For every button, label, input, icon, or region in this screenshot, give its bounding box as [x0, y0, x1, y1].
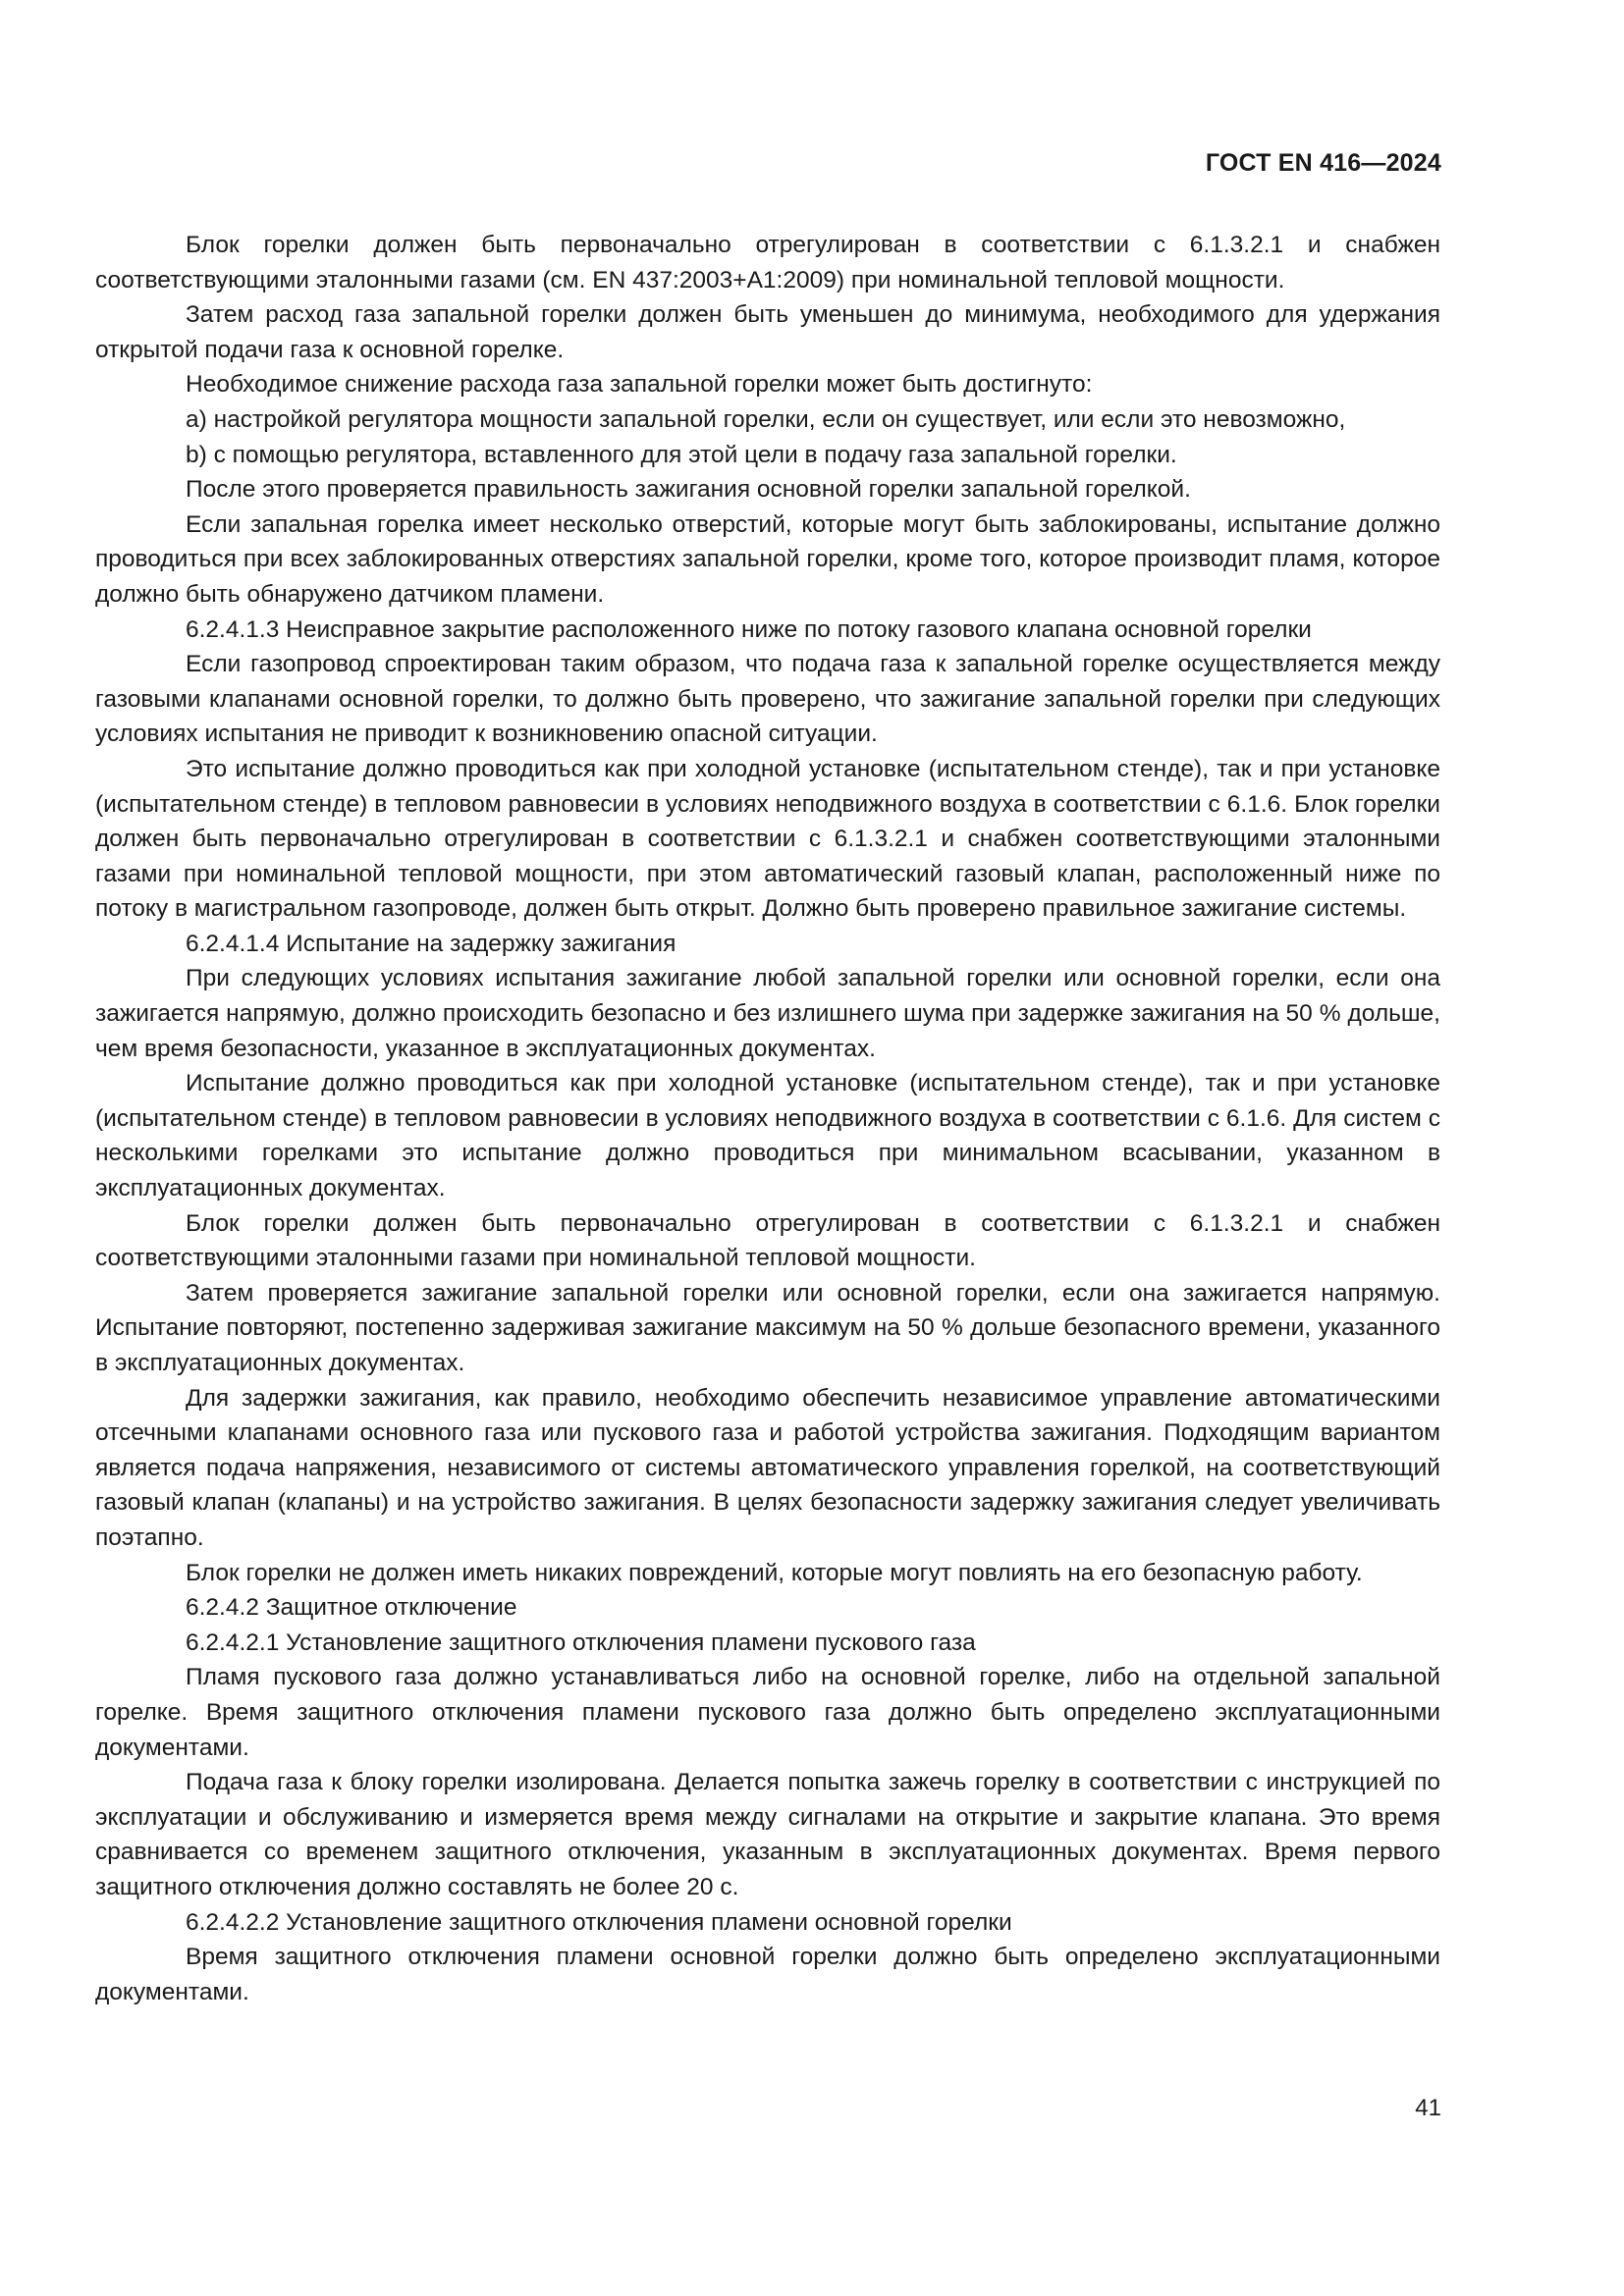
list-item-b: b) с помощью регулятора, вставленного для этой цели в подачу газа запальной горелки. — [186, 441, 1177, 468]
section-heading: 6.2.4.2 Защитное отключение — [186, 1594, 517, 1622]
paragraph: При следующих условиях испытания зажигание любой запальной горелки или основной горелки, если она зажигается напрямую, должно происходить безопасно и без излишнего шума при задержке зажигания на 50 % дольше, чем время безопасности, указанное в эксплуатационных документах. — [95, 965, 1440, 1062]
paragraph: Время защитного отключения пламени основной горелки должно быть определено эксплуатационными документами. — [95, 1944, 1440, 2005]
paragraph: Затем расход газа запальной горелки должен быть уменьшен до минимума, необходимого для удержания открытой подачи газа к основной горелке. — [95, 301, 1440, 363]
page-number: 41 — [1415, 2095, 1441, 2121]
paragraph: Испытание должно проводиться как при холодной установке (испытательном стенде), так и при установке (испытательном стенде) в тепловом равновесии в условиях неподвижного воздуха в соответствии с 6.1.6. Для систем с несколькими горелками это испытание должно проводиться при минимальном всасывании, указанном в эксплуатационных документах. — [95, 1070, 1440, 1202]
paragraph: Подача газа к блоку горелки изолирована. Делается попытка зажечь горелку в соответствии с инструкцией по эксплуатации и обслуживанию и измеряется время между сигналами на открытие и закрытие клапана. Это время сравнивается со временем защитного отключения, указанным в эксплуатационных документах. Время первого защитного отключения должно составлять не более 20 с. — [95, 1769, 1440, 1900]
paragraph: Если запальная горелка имеет несколько отверстий, которые могут быть заблокированы, испытание должно проводиться при всех заблокированных отверстиях запальной горелки, кроме того, которое производит пламя, которое должно быть обнаружено датчиком пламени. — [95, 510, 1440, 608]
section-heading: 6.2.4.1.4 Испытание на задержку зажигания — [186, 930, 677, 957]
section-heading: 6.2.4.2.1 Установление защитного отключения пламени пускового газа — [186, 1629, 976, 1656]
paragraph: Для задержки зажигания, как правило, необходимо обеспечить независимое управление автоматическими отсечными клапанами основного газа или пускового газа и работой устройства зажигания. Подходящим вариантом является подача напряжения, независимого от системы автоматического управления горелкой, на соответствующий газовый клапан (клапаны) и на устройство зажигания. В целях безопасности задержку зажигания следует увеличивать поэтапно. — [95, 1384, 1440, 1551]
paragraph: Пламя пускового газа должно устанавливаться либо на основной горелке, либо на отдельной запальной горелке. Время защитного отключения пламени пускового газа должно быть определено эксплуатационными документами. — [95, 1664, 1440, 1761]
paragraph: Это испытание должно проводиться как при холодной установке (испытательном стенде), так и при установке (испытательном стенде) в тепловом равновесии в условиях неподвижного воздуха в соответствии с 6.1.6. Блок горелки должен быть первоначально отрегулирован в соответствии с 6.1.3.2.1 и снабжен соответствующими эталонными газами при номинальной тепловой мощности, при этом автоматический газовый клапан, расположенный ниже по потоку в магистральном газопроводе, должен быть открыт. Должно быть проверено правильное зажигание системы. — [95, 755, 1440, 923]
standard-id: ГОСТ EN 416—2024 — [1205, 149, 1441, 177]
list-item-a: а) настройкой регулятора мощности запальной горелки, если он существует, или если это невозможно, — [186, 405, 1346, 433]
paragraph: Необходимое снижение расхода газа запальной горелки может быть достигнуто: — [186, 371, 1093, 399]
paragraph: После этого проверяется правильность зажигания основной горелки запальной горелкой. — [186, 476, 1191, 504]
paragraph: Блок горелки должен быть первоначально отрегулирован в соответствии с 6.1.3.2.1 и снабжен соответствующими эталонными газами (см. EN 437:2003+A1:2009) при номинальной тепловой мощности. — [95, 232, 1440, 294]
paragraph: Если газопровод спроектирован таким образом, что подача газа к запальной горелке осуществляется между газовыми клапанами основной горелки, то должно быть проверено, что зажигание запальной горелки при следующих условиях испытания не приводит к возникновению опасной ситуации. — [95, 651, 1440, 748]
section-heading: 6.2.4.1.3 Неисправное закрытие расположенного ниже по потоку газового клапана основной горелки — [186, 615, 1312, 643]
paragraph: Блок горелки не должен иметь никаких повреждений, которые могут повлиять на его безопасную работу. — [186, 1559, 1363, 1586]
document-body — [95, 228, 1440, 2009]
paragraph: Блок горелки должен быть первоначально отрегулирован в соответствии с 6.1.3.2.1 и снабжен соответствующими эталонными газами при номинальной тепловой мощности. — [95, 1209, 1440, 1272]
section-heading: 6.2.4.2.2 Установление защитного отключения пламени основной горелки — [186, 1908, 1012, 1936]
paragraph: Затем проверяется зажигание запальной горелки или основной горелки, если она зажигается напрямую. Испытание повторяют, постепенно задерживая зажигание максимум на 50 % дольше безопасного времени, указанного в эксплуатационных документах. — [95, 1279, 1440, 1376]
